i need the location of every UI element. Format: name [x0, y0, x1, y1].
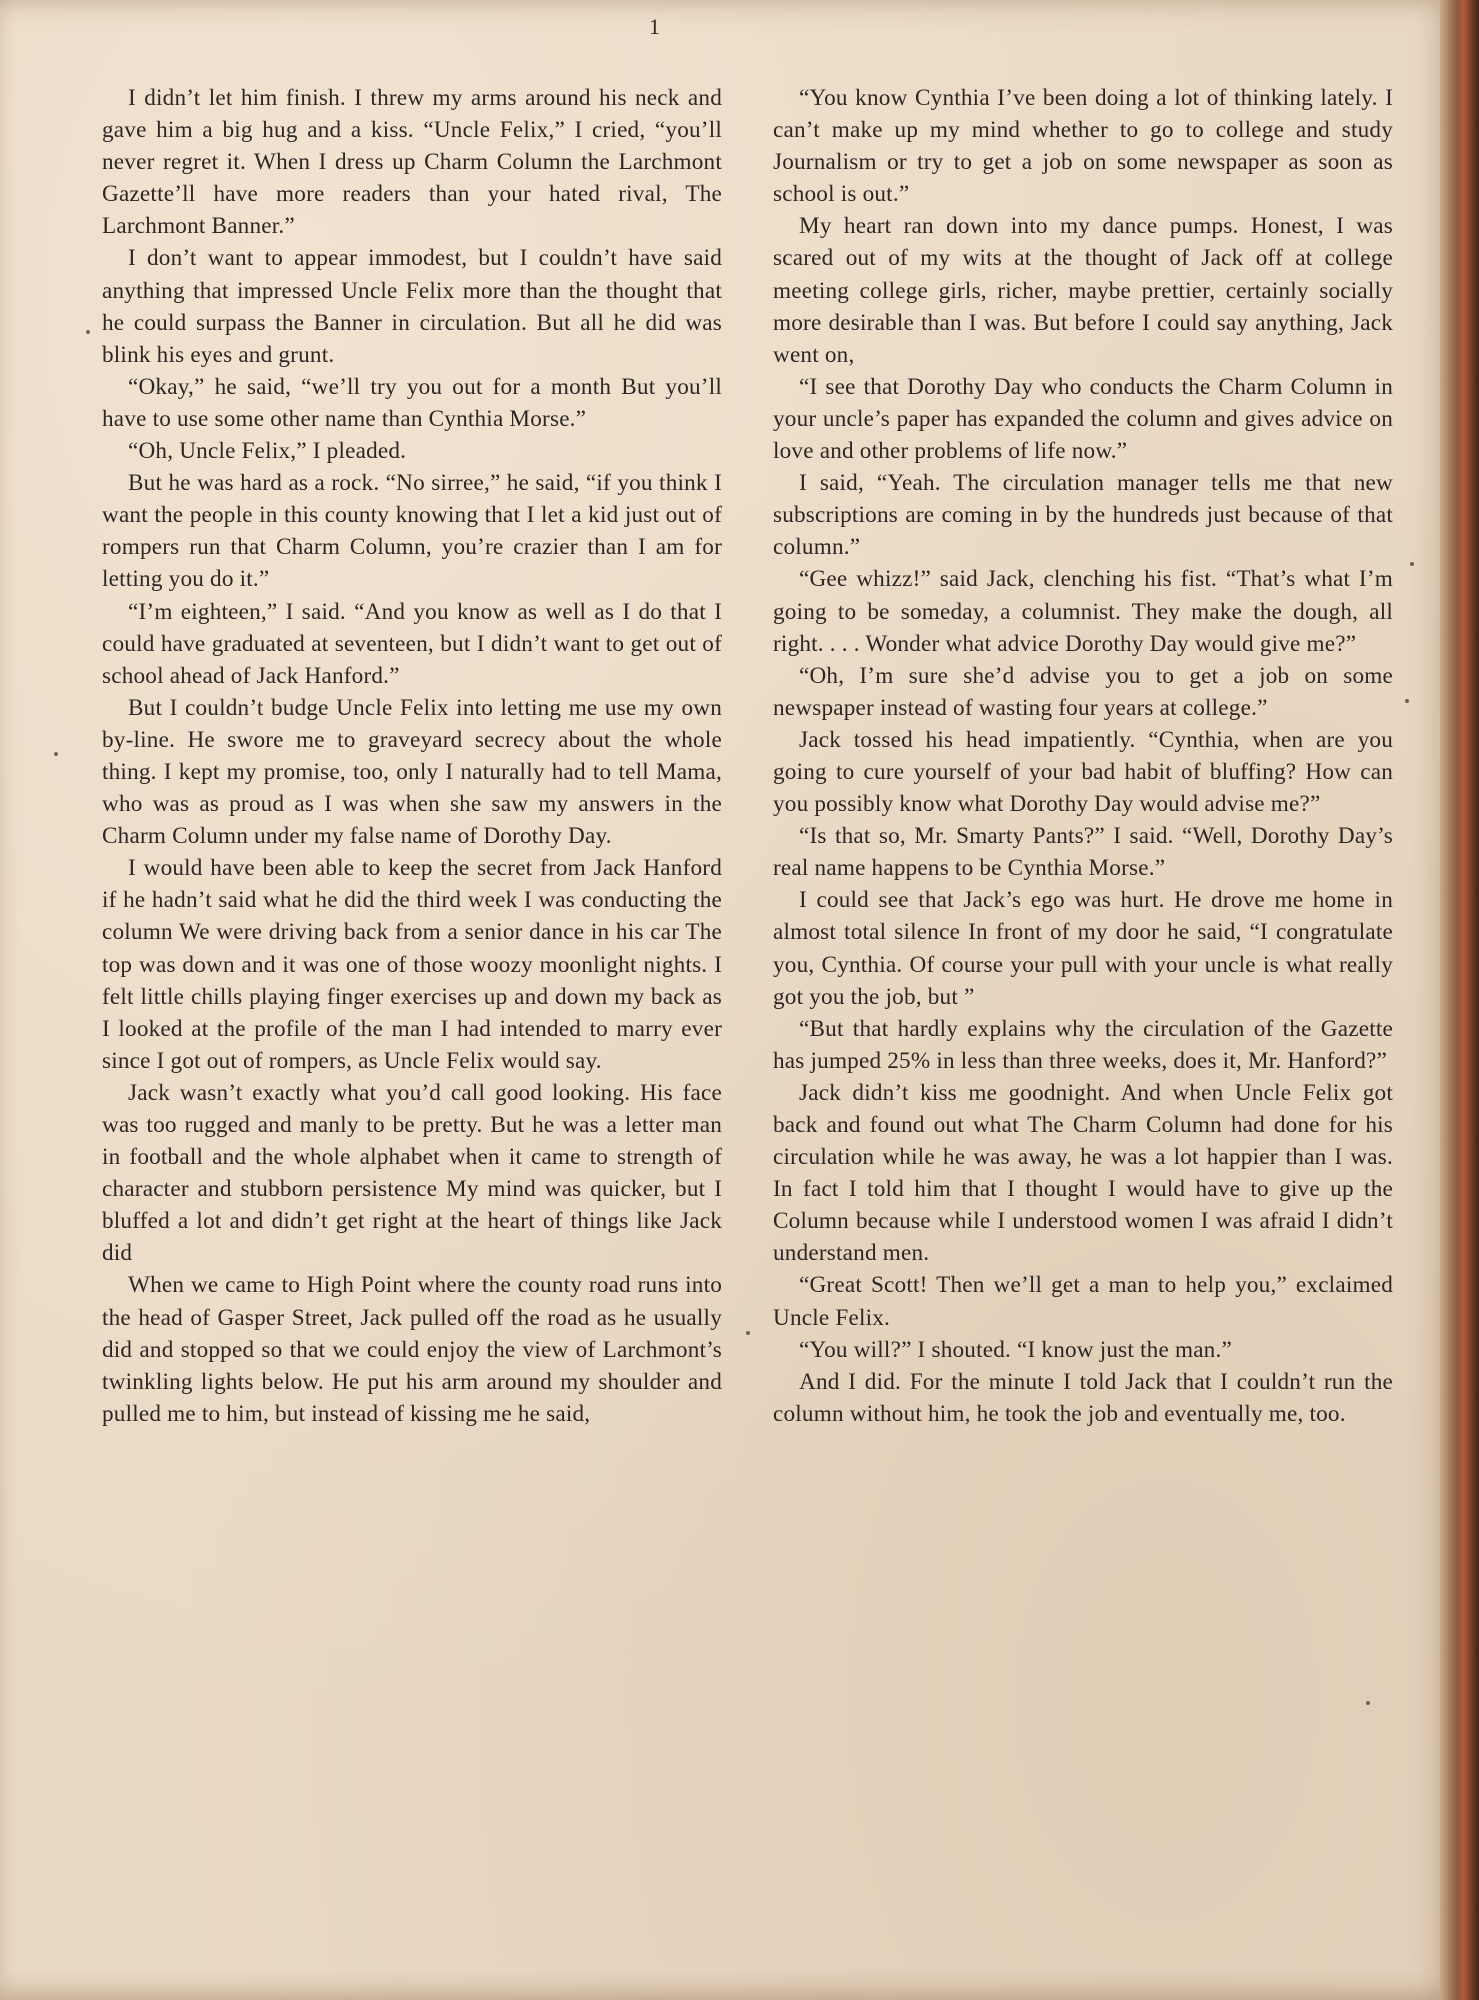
- paragraph: And I did. For the minute I told Jack that I couldn’t run the column without him, he took the job and eventually me, too.: [773, 1368, 1393, 1427]
- paragraph: “Is that so, Mr. Smarty Pants?” I said. “Well, Dorothy Day’s real name happens to be Cynthia Morse.”: [773, 823, 1393, 882]
- paragraph: “Okay,” he said, “we’ll try you out for a month But you’ll have to use some other name than Cynthia Morse.”: [102, 373, 722, 432]
- ink-speck: [1410, 562, 1414, 566]
- ink-speck: [86, 330, 90, 334]
- left-text-column: [102, 82, 722, 1430]
- ink-speck: [1366, 1701, 1370, 1705]
- paragraph: But I couldn’t budge Uncle Felix into letting me use my own by-line. He swore me to graveyard secrecy about the whole thing. I kept my promise, too, only I naturally had to tell Mama, who was as proud as I was when she saw my answers in the Charm Column under my false name of Dorothy Day.: [102, 694, 722, 850]
- paragraph: “I’m eighteen,” I said. “And you know as well as I do that I could have graduated at seventeen, but I didn’t want to get out of school ahead of Jack Hanford.”: [102, 598, 722, 689]
- paragraph: “But that hardly explains why the circulation of the Gazette has jumped 25% in less than three weeks, does it, Mr. Hanford?”: [773, 1015, 1393, 1074]
- ink-speck: [746, 1331, 750, 1335]
- page-marker: 1: [649, 14, 660, 39]
- ink-speck: [1405, 699, 1409, 703]
- paragraph: “You know Cynthia I’ve been doing a lot of thinking lately. I can’t make up my mind whether to go to college and study Journalism or try to get a job on some newspaper as soon as school is out.”: [773, 85, 1393, 208]
- paragraph: Jack didn’t kiss me goodnight. And when Uncle Felix got back and found out what The Charm Column had done for his circulation while he was away, he was a lot happier than I was. In fact I told him that I thought I would have to give up the Column because while I understood women I was afraid I didn’t understand men.: [773, 1079, 1393, 1267]
- paragraph: I didn’t let him finish. I threw my arms around his neck and gave him a big hug and a kiss. “Uncle Felix,” I cried, “you’ll never regret it. When I dress up Charm Column the Larchmont Gazette’ll have more readers than your hated rival, The Larchmont Banner.”: [102, 85, 722, 240]
- right-text-column: [773, 82, 1393, 1430]
- paragraph: Jack wasn’t exactly what you’d call good looking. His face was too rugged and manly to be pretty. But he was a letter man in football and the whole alphabet when it came to strength of character and stubborn persistence My mind was quicker, but I bluffed a lot and didn’t get right at the heart of things like Jack did: [102, 1079, 722, 1267]
- paragraph: “Oh, I’m sure she’d advise you to get a job on some newspaper instead of wasting four years at college.”: [773, 662, 1393, 721]
- paragraph: I don’t want to appear immodest, but I couldn’t have said anything that impressed Uncle Felix more than the thought that he could surpass the Banner in circulation. But all he did was blink his eyes and grunt.: [102, 245, 722, 368]
- paragraph: I could see that Jack’s ego was hurt. He drove me home in almost total silence In front of my door he said, “I congratulate you, Cynthia. Of course your pull with your uncle is what really got you the job, but ”: [773, 887, 1393, 1010]
- paragraph: When we came to High Point where the county road runs into the head of Gasper Street, Jack pulled off the road as he usually did and stopped so that we could enjoy the view of Larchmont’s twinkling lights below. He put his arm around my shoulder and pulled me to him, but instead of kissing me he said,: [102, 1272, 722, 1427]
- binding-edge: [1440, 0, 1479, 2000]
- paragraph: Jack tossed his head impatiently. “Cynthia, when are you going to cure yourself of your bad habit of bluffing? How can you possibly know what Dorothy Day would advise me?”: [773, 726, 1393, 818]
- paragraph: “You will?” I shouted. “I know just the man.”: [799, 1336, 1232, 1363]
- paragraph: My heart ran down into my dance pumps. Honest, I was scared out of my wits at the thought of Jack off at college meeting college girls, richer, maybe prettier, certainly socially more desirable than I was. But before I could say anything, Jack went on,: [773, 213, 1393, 368]
- paragraph: “Great Scott! Then we’ll get a man to help you,” exclaimed Uncle Felix.: [773, 1272, 1393, 1331]
- paragraph: “I see that Dorothy Day who conducts the Charm Column in your uncle’s paper has expanded the column and gives advice on love and other problems of life now.”: [773, 373, 1393, 465]
- paragraph: “Gee whizz!” said Jack, clenching his fist. “That’s what I’m going to be someday, a columnist. They make the dough, all right. . . . Wonder what advice Dorothy Day would give me?”: [773, 566, 1393, 657]
- paragraph: I would have been able to keep the secret from Jack Hanford if he hadn’t said what he did the third week I was conducting the column We were driving back from a senior dance in his car The top was down and it was one of those woozy moonlight nights. I felt little chills playing finger exercises up and down my back as I looked at the profile of the man I had intended to marry ever since I got out of rompers, as Uncle Felix would say.: [102, 855, 722, 1074]
- paragraph: But he was hard as a rock. “No sirree,” he said, “if you think I want the people in this county knowing that I let a kid just out of rompers run that Charm Column, you’re crazier than I am for letting you do it.”: [102, 470, 722, 593]
- paragraph: “Oh, Uncle Felix,” I pleaded.: [128, 438, 407, 465]
- ink-speck: [54, 752, 58, 756]
- paragraph: I said, “Yeah. The circulation manager tells me that new subscriptions are coming in by the hundreds just because of that column.”: [773, 470, 1393, 561]
